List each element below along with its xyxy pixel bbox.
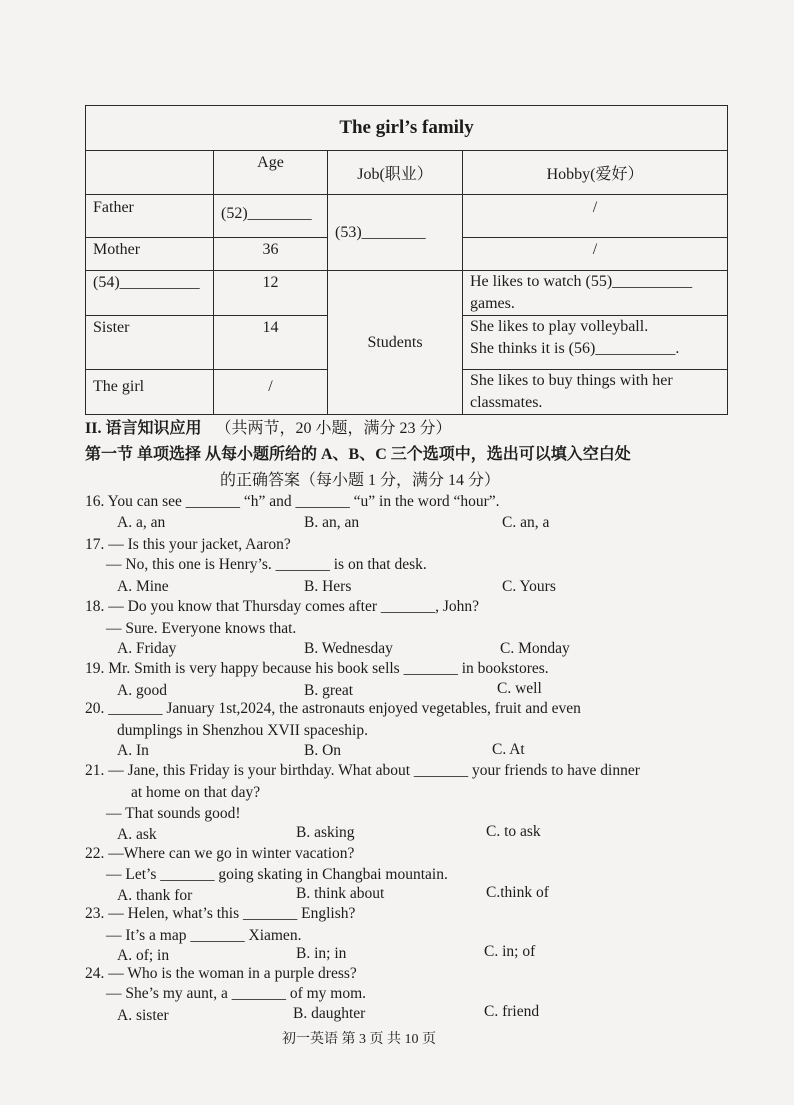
member-54: (54)__________ (86, 271, 214, 316)
q24-option-a: A. sister (117, 1007, 169, 1024)
table-header-job: Job(职业） (328, 151, 463, 195)
question-16: 16. You can see _______ “h” and _______ “u” in the word “hour”. (85, 493, 500, 510)
section-heading-title: II. 语言知识应用 (85, 420, 202, 437)
q20-option-c: C. At (492, 741, 525, 758)
part1-instructions-line2: 的正确答案（每小题 1 分，满分 14 分） (220, 472, 501, 489)
table-title: The girl’s family (86, 106, 728, 151)
q19-option-a: A. good (117, 682, 167, 699)
member-girl: The girl (86, 370, 214, 415)
hobby-girl-line1: She likes to buy things with her (470, 372, 673, 389)
q23-option-c: C. in; of (484, 943, 536, 960)
question-18: 18. — Do you know that Thursday comes after _______, John? (85, 598, 480, 615)
member-mother: Mother (86, 238, 214, 271)
question-17-reply: — No, this one is Henry’s. _______ is on that desk. (106, 556, 427, 573)
question-22: 22. —Where can we go in winter vacation? (85, 845, 355, 862)
question-23-reply: — It’s a map _______ Xiamen. (106, 927, 302, 944)
table-row (86, 195, 728, 238)
q21-option-c: C. to ask (486, 823, 541, 840)
table-header-hobby: Hobby(爱好） (463, 151, 728, 195)
q22-option-c: C.think of (486, 884, 549, 901)
section-heading-note: （共两节，20 小题，满分 23 分） (215, 420, 452, 437)
question-24-reply: — She’s my aunt, a _______ of my mom. (106, 985, 367, 1002)
q20-option-b: B. On (304, 742, 342, 759)
question-17: 17. — Is this your jacket, Aaron? (85, 536, 291, 553)
page-footer: 初一英语 第 3 页 共 10 页 (282, 1032, 436, 1047)
question-18-reply: — Sure. Everyone knows that. (106, 620, 297, 637)
question-21-reply: — That sounds good! (106, 805, 241, 822)
q22-option-b: B. think about (296, 885, 385, 902)
question-23: 23. — Helen, what’s this _______ English? (85, 905, 356, 922)
question-21-cont: at home on that day? (131, 784, 261, 801)
age-sister: 14 (214, 316, 328, 370)
question-19: 19. Mr. Smith is very happy because his book sells _______ in bookstores. (85, 660, 549, 677)
table-row (86, 271, 728, 316)
q21-option-b: B. asking (296, 824, 355, 841)
q18-option-a: A. Friday (117, 640, 177, 657)
hobby-sister (463, 316, 728, 370)
q24-option-c: C. friend (484, 1003, 540, 1020)
q19-option-c: C. well (497, 680, 542, 697)
table-header-age: Age (214, 151, 328, 195)
hobby-54 (463, 271, 728, 316)
q16-option-a: A. a, an (117, 514, 166, 531)
hobby-girl-line2: classmates. (470, 394, 543, 411)
q19-option-b: B. great (304, 682, 354, 699)
member-father: Father (86, 195, 214, 238)
family-table (85, 105, 728, 415)
question-24: 24. — Who is the woman in a purple dress? (85, 965, 357, 982)
job-parents: (53)________ (328, 195, 463, 271)
q21-option-a: A. ask (117, 826, 157, 843)
part1-instructions-line1: 第一节 单项选择 从每小题所给的 A、B、C 三个选项中，选出可以填入空白处 (85, 446, 631, 463)
section-heading (85, 415, 451, 438)
age-girl: / (214, 370, 328, 415)
q22-option-a: A. thank for (117, 887, 193, 904)
question-20-cont: dumplings in Shenzhou XVII spaceship. (117, 722, 368, 739)
q17-option-a: A. Mine (117, 578, 169, 595)
q16-option-b: B. an, an (304, 514, 360, 531)
hobby-father: / (463, 195, 728, 238)
q23-option-a: A. of; in (117, 947, 170, 964)
hobby-sister-line1: She likes to play volleyball. (470, 318, 649, 335)
q18-option-c: C. Monday (500, 640, 570, 657)
age-father: (52)________ (214, 195, 328, 238)
member-sister: Sister (86, 316, 214, 370)
q17-option-c: C. Yours (502, 578, 556, 595)
age-54: 12 (214, 271, 328, 316)
hobby-girl (463, 370, 728, 415)
hobby-54-line1: He likes to watch (55)__________ (470, 273, 693, 290)
question-22-reply: — Let’s _______ going skating in Changbai mountain. (106, 866, 448, 883)
hobby-sister-line2: She thinks it is (56)__________. (470, 340, 680, 357)
q23-option-b: B. in; in (296, 945, 347, 962)
table-header-empty (86, 151, 214, 195)
age-mother: 36 (214, 238, 328, 271)
hobby-54-line2: games. (470, 295, 515, 312)
question-20: 20. _______ January 1st,2024, the astronauts enjoyed vegetables, fruit and even (85, 700, 581, 717)
q18-option-b: B. Wednesday (304, 640, 393, 657)
question-21: 21. — Jane, this Friday is your birthday. What about _______ your friends to have dinner (85, 762, 640, 779)
q20-option-a: A. In (117, 742, 149, 759)
job-children: Students (328, 271, 463, 415)
q24-option-b: B. daughter (293, 1005, 366, 1022)
q17-option-b: B. Hers (304, 578, 352, 595)
q16-option-c: C. an, a (502, 514, 550, 531)
hobby-mother: / (463, 238, 728, 271)
